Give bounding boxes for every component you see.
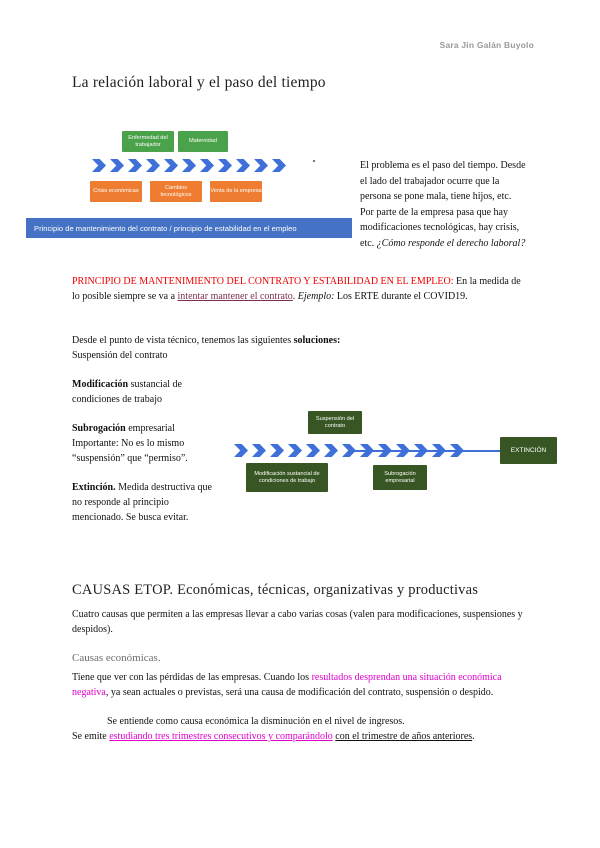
side-text: El problema es el paso del tiempo. Desde el lado del trabajador ocurre que la persona se pone mala, tiene hijos, etc. Por parte de la empresa pasa que hay modificaciones tecnológicas, hay crisis, etc. [360,160,526,249]
principle-link: intentar mantener el contrato [177,291,293,302]
arrow-chevron-icon [254,159,268,172]
solutions-intro [72,333,382,348]
side-explanation [360,158,526,251]
sub-note: Importante: No es lo mismo “suspensión” que “permiso”. [72,438,188,464]
subsection-title-economicas: Causas económicas. [72,652,161,664]
arrow-chevron-icon [92,159,106,172]
principle-banner: Principio de mantenimiento del contrato / principio de estabilidad en el empleo [26,218,352,238]
side-question: ¿Cómo responde el derecho laboral? [376,237,526,249]
arrow-chevron-icon [306,444,320,457]
box-crisis: Crisis económicas [90,181,142,202]
economicas-method [72,729,542,744]
sub-bold: Subrogación [72,423,126,434]
solutions-intro-text: Desde el punto de vista técnico, tenemos las siguientes [72,335,292,346]
solution-modificacion [72,377,202,407]
principle-text: En la medida de lo posible siempre se va a [72,276,521,302]
mod-bold: Modificación [72,379,129,390]
box-venta-empresa: Venta de la empresa [210,181,262,202]
box-cambios-tecnologicos: Cambios tecnológicos [150,181,202,202]
ext-bold: Extinción. [72,482,116,493]
arrow-chevron-icon [252,444,266,457]
economicas-paragraph [72,670,528,700]
arrow-chevron-icon [200,159,214,172]
example-text: Los ERTE durante el COVID19. [336,291,468,302]
arrow-chevron-icon [342,444,356,457]
principle-title: PRINCIPIO DE MANTENIMIENTO DEL CONTRATO Y ESTABILIDAD EN EL EMPLEO: [72,276,454,287]
arrow-chevron-icon [324,444,338,457]
arrow-chevron-icon [270,444,284,457]
arrow-chevron-icon [288,444,302,457]
p3-text-b: con el trimestre de años anteriores [335,731,473,742]
sub-text: empresarial [128,423,175,434]
principle-paragraph [72,274,528,304]
etop-intro: Cuatro causas que permiten a las empresas llevar a cabo varias cosas (valen para modificaciones, suspensiones y despidos). [72,609,523,635]
p3-end: . [472,731,475,742]
solution-subrogacion [72,421,222,466]
box-suspension: Suspensión del contrato [308,411,362,434]
p3-text-a: Se emite [72,731,107,742]
box-maternidad: Maternidad [178,131,228,152]
p1-text-b: , ya sean actuales o previstas, será una causa de modificación del contrato, suspensión o despido. [105,687,494,698]
principle-period: . [292,291,296,302]
box-extincion: EXTINCIÓN [500,437,557,464]
economicas-definition: Se entiende como causa económica la disminución en el nivel de ingresos. [107,716,405,727]
arrow-chevron-icon [110,159,124,172]
p1-text-a: Tiene que ver con las pérdidas de las empresas. Cuando los [72,672,310,683]
arrow-chevron-icon [236,159,250,172]
box-enfermedad: Enfermedad del trabajador [122,131,174,152]
arrow-chevron-icon [272,159,286,172]
solution-extincion [72,480,212,525]
arrow-chevron-icon [146,159,160,172]
dot-marker [313,160,315,162]
example-label: Ejemplo: [297,291,335,302]
box-subrogacion: Subrogación empresarial [373,465,427,490]
section-title-etop: CAUSAS ETOP. Económicas, técnicas, organizativas y productivas [72,582,479,598]
box-modificacion: Modificación sustancial de condiciones de trabajo [246,463,328,492]
arrow-chevron-icon [128,159,142,172]
page-title: La relación laboral y el paso del tiempo [72,74,326,91]
arrow-chevron-icon [218,159,232,172]
author-name: Sara Jin Galán Buyolo [439,40,534,50]
p3-highlight: estudiando tres trimestres consecutivos y comparándolo [109,731,333,742]
mod-text: sustancial de condiciones de trabajo [72,379,182,405]
solutions-intro-bold: soluciones: [293,335,341,346]
arrow-chevron-icon [182,159,196,172]
arrow-chevron-icon [164,159,178,172]
arrow-chevron-icon [234,444,248,457]
p1-highlight: resultados desprendan una situación económica negativa [72,672,502,698]
solution-suspension: Suspensión del contrato [72,350,168,361]
ext-text: Medida destructiva que no responde al principio mencionado. Se busca evitar. [72,482,212,523]
